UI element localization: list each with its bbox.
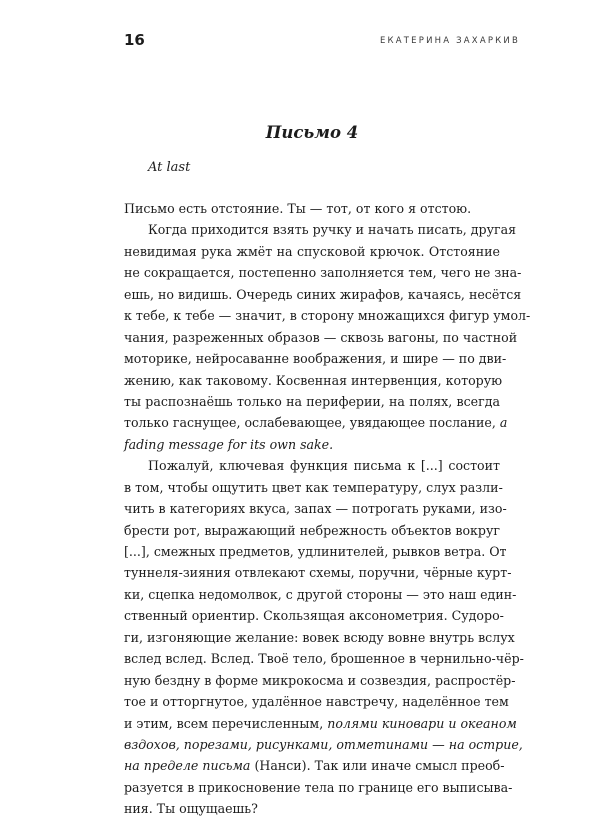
text-line xyxy=(124,584,517,605)
text-line xyxy=(124,391,500,412)
text-segment: Когда приходится взять ручку и начать писать, другая xyxy=(148,222,517,238)
italic-text-segment: вздохов, порезами, рисунками, отметинами — на острие, xyxy=(124,736,523,752)
text-segment: Письмо есть отстояние. Ты — тот, от кого я отстою. xyxy=(124,201,472,216)
text-line xyxy=(124,370,503,391)
page-number: 16 xyxy=(124,31,145,49)
text-segment: ную бездну в форме микрокосма и созвездия, распростёр- xyxy=(124,672,516,688)
epigraph: At last xyxy=(148,160,191,175)
text-segment: к тебе, к тебе — значит, в сторону множащихся фигур умол- xyxy=(124,308,531,324)
text-segment: жению, как таковому. Косвенная интервенция, которую xyxy=(124,372,503,388)
text-segment: не сокращается, постепенно заполняется тем, чего не зна- xyxy=(124,265,522,281)
text-line xyxy=(124,605,504,626)
text-segment: ственный ориентир. Скользящая аксонометрия. Судоро- xyxy=(124,608,504,624)
text-segment: разуется в прикосновение тела по границе его выписыва- xyxy=(124,779,513,795)
text-segment: туннеля-зияния отвлекают схемы, поручни, чёрные курт- xyxy=(124,565,512,581)
text-line xyxy=(124,734,523,755)
text-line xyxy=(124,498,507,519)
text-segment: невидимая рука жмёт на спусковой крючок. Отстояние xyxy=(124,243,500,259)
text-segment: и этим, всем перечисленным, xyxy=(124,715,328,731)
chapter-title: Письмо 4 xyxy=(265,123,359,142)
running-head xyxy=(124,28,520,56)
author-name: ЕКАТЕРИНА ЗАХАРКИВ xyxy=(379,36,520,46)
text-segment: тое и отторгнутое, удалённое навстречу, наделённое тем xyxy=(124,694,509,710)
text-segment: только гаснущее, ослабевающее, увядающее послание, xyxy=(124,415,500,431)
text-segment: ты распознаёшь только на периферии, на полях, всегда xyxy=(124,393,500,409)
text-line xyxy=(124,241,500,262)
text-line xyxy=(124,348,507,369)
text-segment: ешь, но видишь. Очередь синих жирафов, качаясь, несётся xyxy=(124,286,522,302)
text-segment: в том, чтобы ощутить цвет как температуру, слух разли- xyxy=(124,479,503,495)
italic-text-segment: полями киновари и океаном xyxy=(327,715,517,731)
text-segment: вслед вслед. Вслед. Твоё тело, брошенное в чернильно-чёр- xyxy=(124,651,524,667)
text-segment: (Нанси). Так или иначе смысл преоб- xyxy=(250,758,505,774)
text-segment: ния. Ты ощущаешь? xyxy=(124,801,258,817)
text-line xyxy=(124,520,500,541)
text-line xyxy=(124,541,507,562)
text-line xyxy=(124,412,508,433)
text-line xyxy=(124,434,500,455)
text-segment: ки, сцепка недомолвок, с другой стороны — это наш един- xyxy=(124,586,517,602)
text-segment: чить в категориях вкуса, запах — потрогать руками, изо- xyxy=(124,501,507,517)
text-line xyxy=(124,755,505,776)
text-line xyxy=(124,198,500,219)
text-segment: брести рот, выражающий небрежность объектов вокруг xyxy=(124,522,500,538)
text-line xyxy=(124,327,518,348)
text-segment: моторике, нейросаванне воображения, и шире — по дви- xyxy=(124,351,507,367)
text-line xyxy=(124,284,522,305)
text-line xyxy=(124,648,524,669)
body-text xyxy=(124,198,531,820)
italic-text-segment: a xyxy=(499,415,508,431)
text-line xyxy=(124,477,503,498)
text-line xyxy=(124,627,515,648)
text-segment: ги, изгоняющие желание: вовек всюду вовне внутрь вслух xyxy=(124,629,515,645)
text-line xyxy=(124,455,500,476)
text-line xyxy=(124,713,517,734)
text-line xyxy=(124,670,516,691)
text-line xyxy=(124,219,517,240)
text-line xyxy=(124,305,531,326)
text-line xyxy=(124,562,512,583)
text-segment: [...], смежных предметов, удлинителей, рывков ветра. От xyxy=(124,544,507,559)
text-segment: Пожалуй, ключевая функция письма к [...] состоит xyxy=(148,458,500,474)
italic-text-segment: fading message for its own sake. xyxy=(124,436,334,452)
text-line xyxy=(124,691,509,712)
text-line xyxy=(124,798,500,819)
italic-text-segment: на пределе письма xyxy=(124,758,251,774)
text-line xyxy=(124,262,522,283)
text-segment: чания, разреженных образов — сквозь вагоны, по частной xyxy=(124,329,518,345)
text-line xyxy=(124,777,513,798)
